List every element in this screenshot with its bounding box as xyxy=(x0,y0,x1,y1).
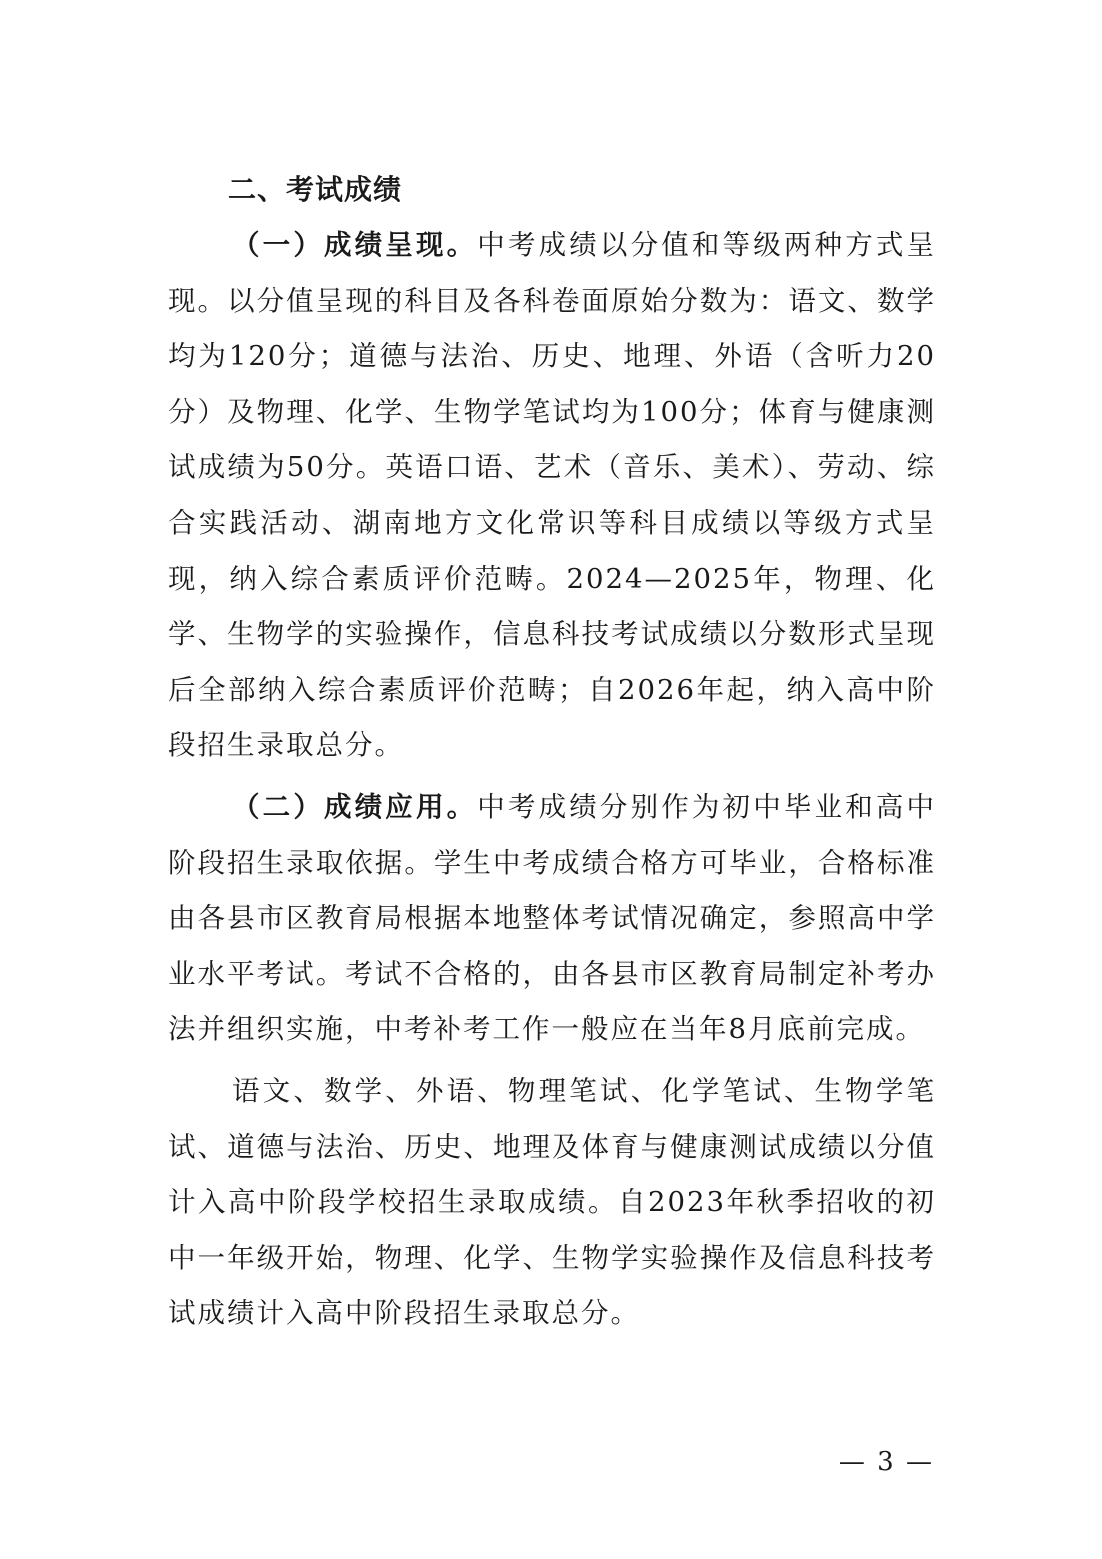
paragraph-score-presentation xyxy=(168,218,936,774)
paragraph-lead: （一）成绩呈现。 xyxy=(232,229,478,261)
paragraph-text: 语文、数学、外语、物理笔试、化学笔试、生物学笔试、道德与法治、历史、地理及体育与健康测试成绩以分值计入高中阶段学校招生录取成绩。自2023年秋季招收的初中一年级开始，物理、化学、生物学实验操作及信息科技考试成绩计入高中阶段招生录取总分。 xyxy=(168,1074,936,1330)
paragraph-text: 中考成绩以分值和等级两种方式呈现。以分值呈现的科目及各科卷面原始分数为：语文、数学均为120分；道德与法治、历史、地理、外语（含听力20分）及物理、化学、生物学笔试均为100分；体育与健康测试成绩为50分。英语口语、艺术（音乐、美术）、劳动、综合实践活动、湖南地方文化常识等科目成绩以等级方式呈现，纳入综合素质评价范畴。2024—2025年，物理、化学、生物学的实验操作，信息科技考试成绩以分数形式呈现后全部纳入综合素质评价范畴；自2026年起，纳入高中阶段招生录取总分。 xyxy=(168,229,937,762)
page-number: — 3 — xyxy=(838,1447,934,1477)
section-heading: 二、考试成绩 xyxy=(228,173,403,206)
paragraph-lead: （二）成绩应用。 xyxy=(232,790,478,823)
paragraph-text: 中考成绩分别作为初中毕业和高中阶段招生录取依据。学生中考成绩合格方可毕业，合格标准由各县市区教育局根据本地整体考试情况确定，参照高中学业水平考试。考试不合格的，由各县市区教育局制定补考办法并组织实施，中考补考工作一般应在当年8月底前完成。 xyxy=(168,790,937,1046)
paragraph-score-application xyxy=(168,780,936,1058)
document-page xyxy=(168,162,936,1342)
paragraph-admission-scores xyxy=(168,1064,936,1342)
